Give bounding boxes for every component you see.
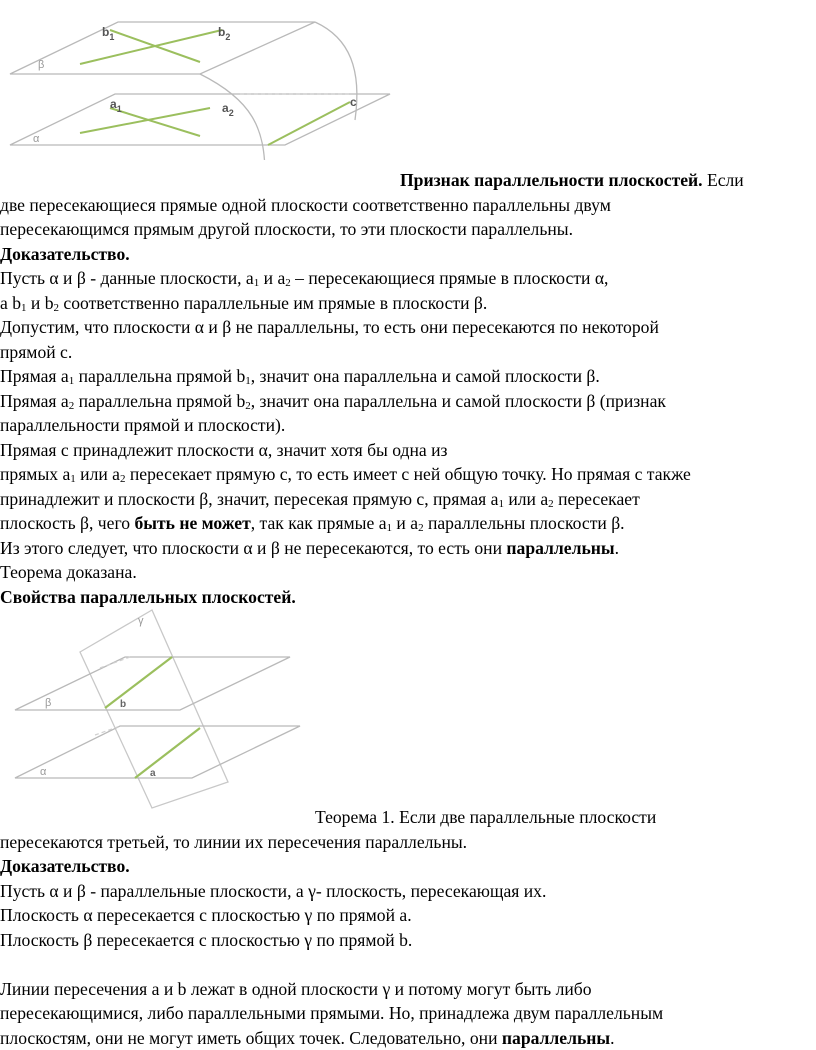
figure-parallel-planes-criterion: [0, 0, 400, 160]
label-alpha: α: [40, 766, 47, 778]
section-theorem: [0, 805, 812, 1050]
proof-title: Доказательство.: [0, 244, 130, 264]
proof-line: Прямая $a_2$ параллельна прямой $b_2$, значит она параллельна и самой плоскости β (признак: [0, 389, 812, 414]
proof-line: Пусть α и β - параллельные плоскости, а γ- плоскость, пересекающая их.: [0, 879, 812, 904]
proof-line: Прямая с принадлежит плоскости α, значит хотя бы одна из: [0, 438, 812, 463]
label-a: a: [150, 768, 156, 779]
proof-line: прямой с.: [0, 340, 812, 365]
label-beta: β: [38, 59, 44, 71]
proof-line: Плоскость β пересекается с плоскостью γ по прямой b.: [0, 928, 812, 953]
line-b2: [110, 30, 200, 62]
label-c: c: [350, 95, 357, 109]
proof-conclusion: Теорема доказана.: [0, 560, 812, 585]
proof-line: Линии пересечения a и b лежат в одной плоскости γ и потому могут быть либо: [0, 977, 812, 1002]
plane-alpha: [10, 94, 390, 145]
section-criterion: [0, 168, 812, 609]
line-a: [135, 728, 200, 778]
proof-line: пересекающимися, либо параллельными прямыми. Но, принадлежа двум параллельным: [0, 1001, 812, 1026]
line-c: [268, 102, 350, 145]
statement-line: две пересекающиеся прямые одной плоскости соответственно параллельны двум: [0, 193, 812, 218]
proof-title: Доказательство.: [0, 856, 130, 876]
proof-line: Прямая $a_1$ параллельна прямой $b_1$, значит она параллельна и самой плоскости β.: [0, 364, 812, 389]
proof-line: принадлежит и плоскости β, значит, пересекая прямую с, прямая $a_1$ или $a_2$ пересекает: [0, 487, 812, 512]
figure-parallel-planes-intersected: [0, 600, 320, 810]
proof-line: a $b_1$ и $b_2$ соответственно параллельные им прямые в плоскости β.: [0, 291, 812, 316]
label-beta: β: [45, 697, 51, 709]
line-a1: [80, 108, 210, 133]
label-alpha: α: [33, 133, 40, 145]
line-b: [105, 657, 172, 708]
proof-line: прямых $a_1$ или $a_2$ пересекает прямую с, то есть имеет с ней общую точку. Но прямая с также: [0, 462, 812, 487]
proof-line: Допустим, что плоскости α и β не параллельны, то есть они пересекаются по некоторой: [0, 315, 812, 340]
label-gamma: γ: [138, 615, 144, 627]
statement-start: Если: [703, 170, 744, 190]
proof-line: Пусть α и β - данные плоскости, $a_1$ и $a_2$ – пересекающиеся прямые в плоскости α,: [0, 266, 812, 291]
plane-beta: [15, 657, 290, 710]
label-a2: $a_2$: [222, 101, 234, 118]
proof-line: плоскость β, чего быть не может, так как прямые $a_1$ и $a_2$ параллельны плоскости β.: [0, 511, 812, 536]
plane-alpha: [15, 726, 300, 778]
proof-line: параллельности прямой и плоскости).: [0, 413, 812, 438]
criterion-title: Признак параллельности плоскостей.: [400, 170, 703, 190]
label-b2: $b_2$: [218, 25, 230, 42]
label-a1: $a_1$: [110, 97, 122, 114]
proof-line: плоскостям, они не могут иметь общих точек. Следовательно, они параллельны.: [0, 1026, 812, 1050]
statement-line: пересекающимся прямым другой плоскости, то эти плоскости параллельны.: [0, 217, 812, 242]
properties-title: Свойства параллельных плоскостей.: [0, 587, 296, 607]
label-b: b: [120, 699, 126, 710]
label-b1: $b_1$: [102, 25, 114, 42]
proof-line: Плоскость α пересекается с плоскостью γ по прямой a.: [0, 903, 812, 928]
theorem-line: пересекаются третьей, то линии их пересечения параллельны.: [0, 830, 812, 855]
theorem-line: Теорема 1. Если две параллельные плоскости: [0, 805, 812, 830]
proof-line: Из этого следует, что плоскости α и β не пересекаются, то есть они параллельны.: [0, 536, 812, 561]
